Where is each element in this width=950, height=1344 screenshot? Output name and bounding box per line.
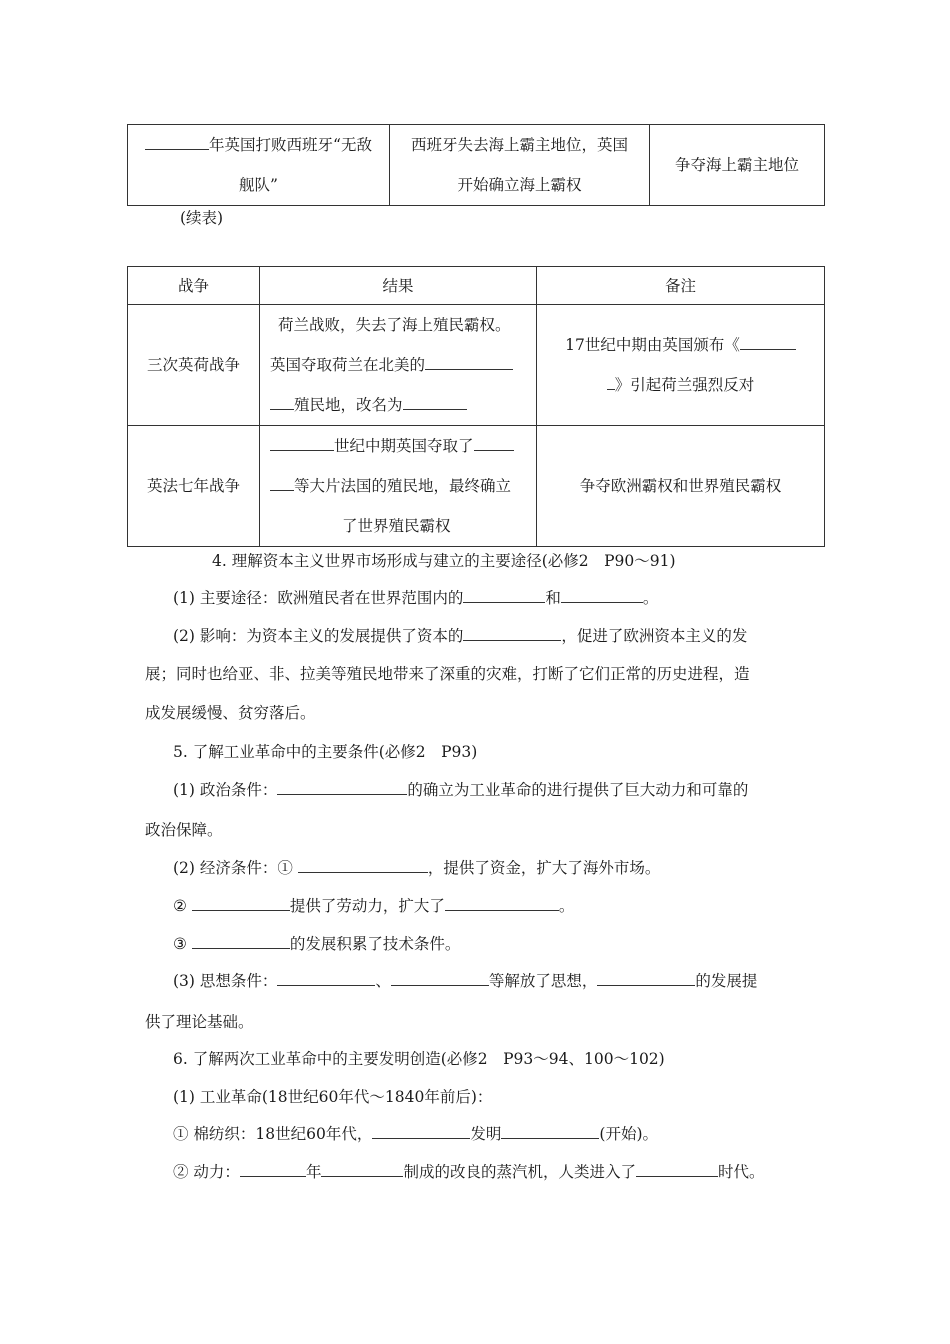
table-cell [390, 125, 650, 206]
s5-economic-2 [0, 896, 950, 916]
header-war: 战争 [128, 267, 260, 305]
note-cell [537, 305, 825, 426]
fill-blank[interactable] [445, 896, 559, 911]
s6-industrial-revolution: (1) 工业革命(18世纪60年代～1840年前后)： [173, 1088, 493, 1106]
s4-paragraph-2-end: 成发展缓慢、贫穷落后。 [145, 704, 316, 722]
section-4-title: 4. 理解资本主义世界市场形成与建立的主要途径(必修2 P90～91) [212, 552, 676, 570]
fill-blank[interactable] [501, 1124, 599, 1139]
cell-text: 了世界殖民霸权 [342, 517, 451, 535]
fill-blank[interactable] [192, 934, 290, 949]
cell-text: 17世纪中期由英国颁布《 [565, 336, 740, 354]
s4-paragraph-1 [0, 588, 950, 608]
war-cell: 英法七年战争 [128, 426, 260, 547]
fill-blank[interactable] [240, 1162, 306, 1177]
table-cell [650, 125, 825, 206]
fill-blank[interactable] [463, 588, 545, 603]
s6-cotton [0, 1124, 950, 1144]
s5-economic-1 [0, 858, 950, 878]
section-6-title: 6. 了解两次工业革命中的主要发明创造(必修2 P93～94、100～102) [173, 1050, 665, 1068]
text: 。 [642, 589, 659, 607]
text: 的确立为工业革命的进行提供了巨大动力和可靠的 [407, 781, 749, 799]
text: 等解放了思想， [488, 972, 598, 990]
header-result: 结果 [260, 267, 537, 305]
text: ② [173, 897, 192, 915]
s5-political-cont: 政治保障。 [145, 821, 223, 839]
text: 制成的改良的蒸汽机，人类进入了 [403, 1163, 636, 1181]
fill-blank[interactable] [277, 780, 407, 795]
table-cell [128, 125, 390, 206]
text: 和 [545, 589, 561, 607]
text: 年 [305, 1163, 322, 1181]
header-note: 备注 [537, 267, 825, 305]
cell-text: 世纪中期英国夺取了 [334, 437, 474, 455]
text: ② 动力： [173, 1163, 240, 1181]
fill-blank[interactable] [636, 1162, 718, 1177]
s5-political [0, 780, 950, 800]
continued-label: (续表) [180, 209, 224, 227]
text: ③ [173, 935, 192, 953]
fill-blank[interactable] [321, 1162, 403, 1177]
cell-text: 等大片法国的殖民地，最终确立 [294, 477, 512, 495]
text: 发明 [470, 1125, 502, 1143]
s5-ideological [0, 971, 950, 991]
table-header-row [128, 267, 825, 305]
fill-blank[interactable] [277, 971, 375, 986]
cell-text: 殖民地，改名为 [294, 396, 403, 414]
s4-paragraph-2 [0, 626, 950, 646]
text: 。 [558, 897, 575, 915]
text: (1) 主要途径：欧洲殖民者在世界范围内的 [173, 589, 464, 607]
text: (2) 经济条件：① [173, 859, 298, 877]
section-5-title: 5. 了解工业革命中的主要条件(必修2 P93) [173, 743, 478, 761]
text: 提供了劳动力，扩大了 [289, 897, 445, 915]
main-table [127, 266, 825, 547]
text: 时代。 [717, 1163, 765, 1181]
fill-blank[interactable] [145, 135, 209, 150]
table-row [128, 305, 825, 426]
fill-blank[interactable] [607, 375, 615, 390]
fill-blank[interactable] [192, 896, 290, 911]
fill-blank[interactable] [463, 626, 561, 641]
cell-text: 荷兰战败，失去了海上殖民霸权。 [278, 316, 511, 334]
text: (3) 思想条件： [173, 972, 278, 990]
text: (开始)。 [599, 1125, 658, 1143]
s5-ideological-cont: 供了理论基础。 [145, 1013, 254, 1031]
fill-blank[interactable] [561, 588, 643, 603]
result-cell [260, 426, 537, 547]
s5-economic-3 [0, 934, 950, 954]
cell-text: 年英国打败西班牙“无敌 [209, 136, 372, 154]
table-row [128, 125, 825, 206]
text: ，促进了欧洲资本主义的发 [561, 627, 748, 645]
fill-blank[interactable] [270, 395, 294, 410]
war-cell: 三次英荷战争 [128, 305, 260, 426]
table-row [128, 426, 825, 547]
fill-blank[interactable] [740, 335, 796, 350]
cell-text: 》引起荷兰强烈反对 [614, 376, 755, 394]
top-table [127, 124, 825, 206]
fill-blank[interactable] [474, 436, 514, 451]
cell-text: 开始确立海上霸权 [457, 176, 582, 194]
text: 、 [375, 972, 391, 990]
fill-blank[interactable] [372, 1124, 470, 1139]
fill-blank[interactable] [597, 971, 695, 986]
cell-text: 舰队” [239, 176, 278, 194]
text: ，提供了资金，扩大了海外市场。 [427, 859, 661, 877]
result-cell [260, 305, 537, 426]
s4-paragraph-2-cont: 展；同时也给亚、非、拉美等殖民地带来了深重的灾难，打断了它们正常的历史进程，造 [145, 665, 750, 683]
text: ① 棉纺织：18世纪60年代， [173, 1125, 373, 1143]
text: 的发展积累了技术条件。 [289, 935, 461, 953]
text: (2) 影响：为资本主义的发展提供了资本的 [173, 627, 464, 645]
text: 的发展提 [695, 972, 758, 990]
cell-text: 英国夺取荷兰在北美的 [270, 356, 426, 374]
fill-blank[interactable] [403, 395, 467, 410]
s6-power [0, 1162, 950, 1182]
fill-blank[interactable] [270, 476, 294, 491]
cell-text: 争夺海上霸主地位 [674, 156, 799, 174]
fill-blank[interactable] [425, 355, 513, 370]
note-cell: 争夺欧洲霸权和世界殖民霸权 [537, 426, 825, 547]
fill-blank[interactable] [270, 436, 334, 451]
fill-blank[interactable] [298, 858, 428, 873]
text: (1) 政治条件： [173, 781, 278, 799]
fill-blank[interactable] [391, 971, 489, 986]
cell-text: 西班牙失去海上霸主地位，英国 [410, 136, 628, 154]
